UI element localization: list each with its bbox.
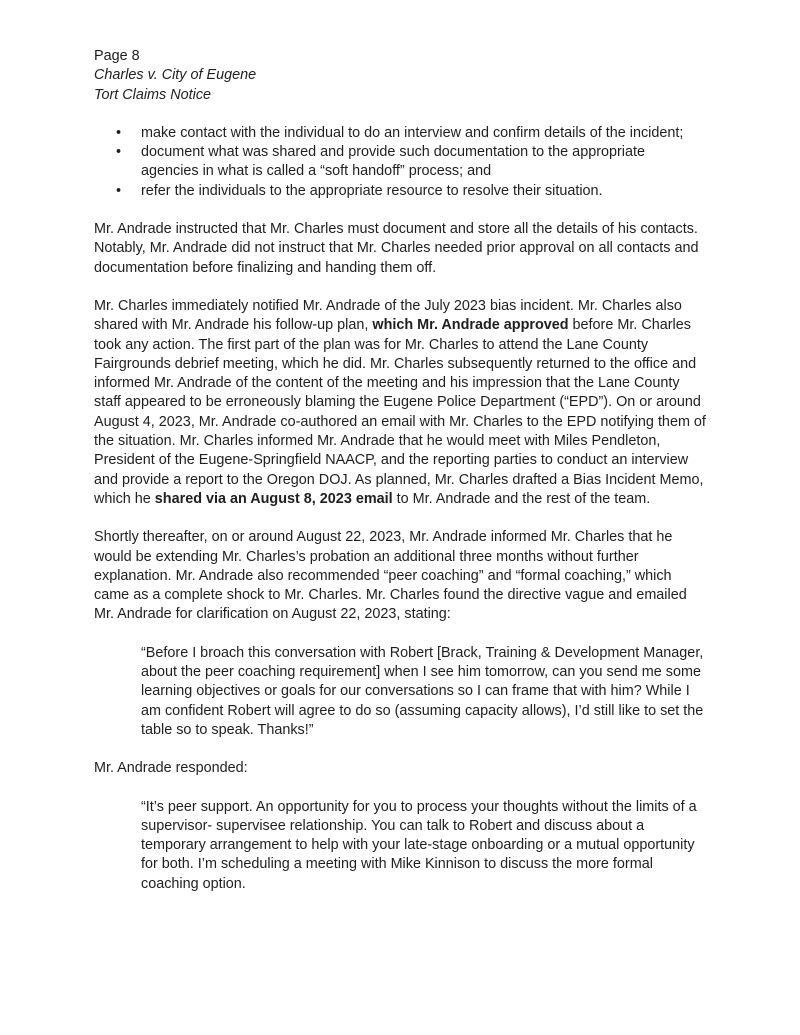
list-item: • make contact with the individual to do an interview and confirm details of the incident; (141, 124, 706, 143)
list-item: • refer the individuals to the appropriate resource to resolve their situation. (141, 182, 706, 201)
paragraph-probation-extension: Shortly thereafter, on or around August 22, 2023, Mr. Andrade informed Mr. Charles that he would be extending Mr. Charles’s probation an additional three months without further explanation. Mr. Andrade also recommended “peer coaching” and “formal coaching,” which came as a complete shock to Mr. Charles. Mr. Charles found the directive vague and emailed Mr. Andrade for clarification on August 22, 2023, stating: (94, 529, 687, 623)
bold-text-email: shared via an August 8, 2023 email (154, 490, 393, 507)
paragraph-documentation-instructions: Mr. Andrade instructed that Mr. Charles must document and store all the details of his contacts. Notably, Mr. Andrade did not instruct that Mr. Charles needed prior approval on all contacts and documentation before finalizing and handing them off. (94, 221, 699, 276)
bullet-list (94, 124, 706, 201)
document-page (94, 47, 706, 894)
text-run: Mr. Charles immediately notified Mr. Andrade of the July 2023 bias incident. Mr. Charles also shared with Mr. Andrade his follow-up plan, (94, 297, 682, 334)
list-item: • document what was shared and provide such documentation to the appropriate agencies in what is called a “soft handoff” process; and (141, 143, 706, 182)
bold-text-approved: which Mr. Andrade approved (372, 317, 569, 334)
page-header (94, 47, 706, 105)
paragraph-bias-incident (94, 297, 706, 509)
text-run: before Mr. Charles took any action. The first part of the plan was for Mr. Charles to attend the Lane County Fairgrounds debrief meeting, which he did. Mr. Charles subsequently returned to the office and informed Mr. Andrade of the content of the meeting and his impression that the Lane County staff appeared to be erroneously blaming the Eugene Police Department (“EPD”). On or around August 4, 2023, Mr. Andrade co-authored an email with Mr. Charles to the EPD notifying them of the situation. Mr. Charles informed Mr. Andrade that he would meet with Miles Pendleton, President of the Eugene-Springfield NAACP, and the reporting parties to conduct an interview and provide a report to the Oregon DOJ. As planned, Mr. Charles drafted a Bias Incident Memo, which he (94, 317, 706, 507)
block-quote-andrade-response: “It’s peer support. An opportunity for you to process your thoughts without the limits of a supervisor- supervisee relationship. You can talk to Robert and discuss about a temporary arrangement to help with your late-stage onboarding or a mutual opportunity for both. I’m scheduling a meeting with Mike Kinnison to discuss the more formal coaching option. (141, 798, 697, 892)
case-name: Charles v. City of Eugene (94, 67, 257, 84)
document-type: Tort Claims Notice (94, 86, 212, 103)
paragraph-andrade-responded: Mr. Andrade responded: (94, 760, 248, 777)
text-run: to Mr. Andrade and the rest of the team. (392, 490, 651, 507)
page-number: Page 8 (94, 48, 140, 64)
block-quote-charles-email: “Before I broach this conversation with Robert [Brack, Training & Development Manager, about the peer coaching requirement] when I see him tomorrow, can you send me some learning objectives or goals for our conversations so I can frame that with him? While I am confident Robert will agree to do so (assuming capacity allows), I’d still like to set the table so to speak. Thanks!” (141, 644, 704, 738)
